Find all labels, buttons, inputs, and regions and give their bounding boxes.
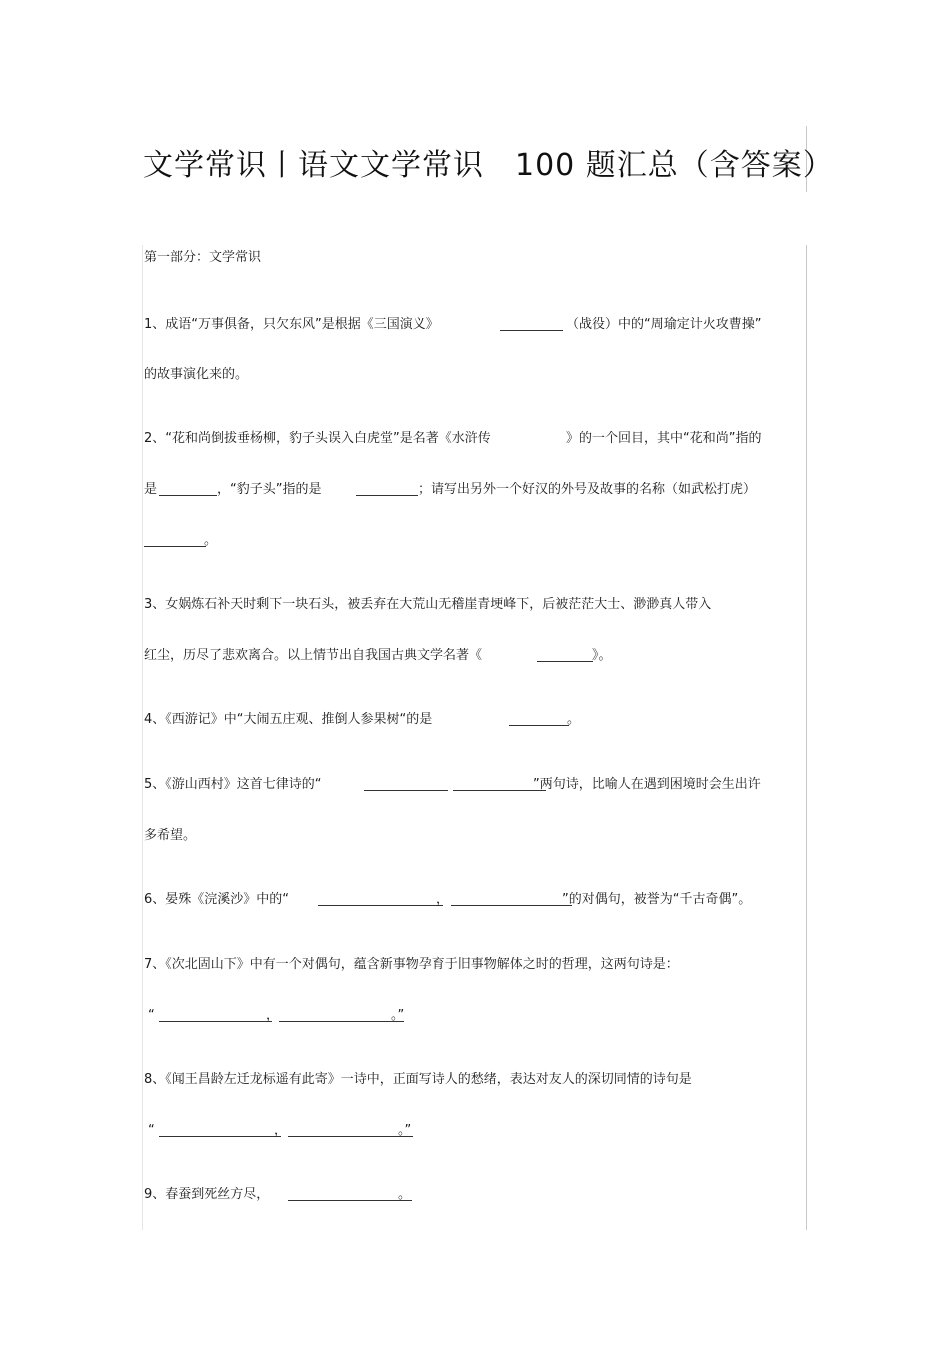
question-2-text-e: ；请写出另外一个好汉的外号及故事的名称（如武松打虎） bbox=[418, 482, 757, 497]
question-6-text-c: ”的对偶句，被誉为“千古奇偶”。 bbox=[562, 892, 752, 907]
question-9-blank[interactable] bbox=[288, 1188, 412, 1201]
content-left-border bbox=[142, 245, 143, 1230]
question-3-text-b: 红尘，历尽了悲欢离合。以上情节出自我国古典文学名著《 bbox=[144, 648, 483, 663]
question-2-text-a: 2、“花和尚倒拔垂杨柳，豹子头误入白虎堂”是名著《水浒传 bbox=[144, 431, 491, 446]
question-1-text-b: （战役）中的“周瑜定计火攻曹操” bbox=[566, 317, 762, 332]
page-title: 文学常识丨语文文学常识 100 题汇总（含答案） bbox=[143, 148, 834, 183]
question-2-blank-2[interactable] bbox=[356, 483, 418, 496]
question-6-blank-1[interactable] bbox=[318, 893, 443, 906]
question-7-close: 。” bbox=[391, 1008, 405, 1023]
question-7-blank-1[interactable] bbox=[159, 1009, 272, 1022]
question-6-text-a: 6、晏殊《浣溪沙》中的“ bbox=[144, 892, 290, 907]
question-5-blank-1[interactable] bbox=[364, 778, 448, 791]
question-7-comma: ， bbox=[266, 1008, 280, 1023]
question-2-blank-3[interactable] bbox=[144, 534, 206, 547]
question-1-text-a: 1、成语“万事俱备，只欠东风”是根据《三国演义》 bbox=[144, 317, 439, 332]
question-9-text-a: 9、春蚕到死丝方尽， bbox=[144, 1187, 270, 1202]
question-4-blank[interactable] bbox=[509, 713, 569, 726]
section-heading: 第一部分：文学常识 bbox=[144, 250, 262, 265]
question-8-blank-2[interactable] bbox=[288, 1124, 413, 1137]
question-3-text-c: 》。 bbox=[592, 648, 612, 663]
question-3-blank[interactable] bbox=[537, 649, 593, 662]
question-3-text-a: 3、女娲炼石补天时剩下一块石头，被丢弃在大荒山无稽崖青埂峰下，后被茫茫大士、渺渺真人带入 bbox=[144, 597, 712, 612]
question-1-blank[interactable] bbox=[500, 318, 563, 331]
question-8-close: 。” bbox=[398, 1123, 412, 1138]
question-5-text-b: ”两句诗，比喻人在遇到困境时会生出许 bbox=[533, 777, 761, 792]
question-8-open-quote: “ bbox=[148, 1123, 155, 1138]
question-5-text-c: 多希望。 bbox=[144, 828, 197, 843]
question-9-text-b: 。 bbox=[398, 1187, 412, 1202]
question-2-text-c: 是 bbox=[144, 482, 158, 497]
question-1-line-2: 的故事演化来的。 bbox=[144, 367, 249, 382]
question-4-text-b: 。 bbox=[567, 712, 581, 727]
content-right-border bbox=[806, 245, 807, 1230]
question-2-text-d: ，“豹子头”指的是 bbox=[217, 482, 322, 497]
question-5-text-a: 5、《游山西村》这首七律诗的“ bbox=[144, 777, 322, 792]
question-8-text-a: 8、《闻王昌龄左迁龙标遥有此寄》一诗中，正面写诗人的愁绪，表达对友人的深切同情的诗句是 bbox=[144, 1072, 692, 1087]
question-8-blank-1[interactable] bbox=[159, 1124, 281, 1137]
question-1-line-1 bbox=[144, 317, 439, 333]
question-2-blank-1[interactable] bbox=[159, 483, 217, 496]
question-8-comma: ， bbox=[274, 1123, 288, 1138]
question-6-blank-2[interactable] bbox=[451, 893, 572, 906]
question-7-blank-2[interactable] bbox=[279, 1009, 404, 1022]
question-2-text-f: 。 bbox=[204, 533, 218, 548]
question-7-open-quote: “ bbox=[148, 1008, 155, 1023]
question-2-text-b: 》的一个回目，其中“花和尚”指的 bbox=[566, 431, 762, 446]
question-6-text-b: ， bbox=[436, 892, 450, 907]
question-7-text-a: 7、《次北固山下》中有一个对偶句，蕴含新事物孕育于旧事物解体之时的哲理，这两句诗是： bbox=[144, 957, 679, 972]
question-4-text-a: 4、《西游记》中“大闹五庄观、推倒人参果树“的是 bbox=[144, 712, 433, 727]
